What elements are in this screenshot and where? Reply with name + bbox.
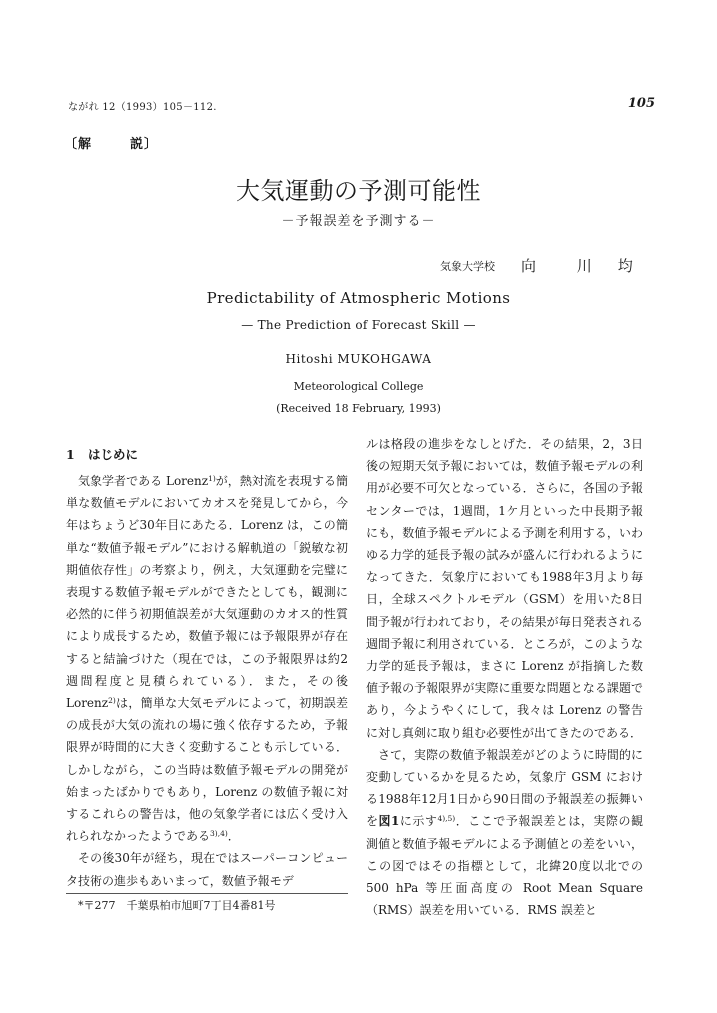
author-en: Hitoshi MUKOHGAWA [285,352,432,366]
text-run: が，熱対流を表現する簡単な数値モデルにおいてカオスを発見してから，今年はちょうど30年目にあたる．Lorenz は，この簡単な“数値予報モデル”における解軌道の「鋭敏な初期値依存性」の考察より，例え，大気運動を完璧に表現する数値予報モデルができたとしても，観測に必然的に伴う初期値誤差が大気運動のカオス的性質により成長するため，数値予報には予報限界が存在すると結論づけた（現在では，この予報限界は約2週間程度と見積られている）．また，その後 Lorenz [66,474,348,711]
article-type-tag [64,133,158,152]
subtitle-en: — The Prediction of Forecast Skill — [241,318,476,332]
page-number: 105 [627,96,655,111]
citation: 4),5) [437,814,456,824]
received-date: (Received 18 February, 1993) [276,402,441,415]
right-column [366,433,643,921]
text-run: さて，実際の数値予報誤差がどのように時間的に変動しているかを見るため，気象庁 GSM における1988年12月1日から90日間の予報誤差の振舞いを [366,747,643,829]
text-run: に示す [399,814,438,829]
subtitle-ja: －予報誤差を予測する－ [281,214,436,229]
citation: 3),4) [210,829,228,839]
footnote-rule [66,893,348,894]
title-ja: 大気運動の予測可能性 [236,177,481,205]
paragraph: その後30年が経ち，現在ではスーパーコンピュータ技術の進歩もあいまって，数値予報モデ [66,851,348,888]
author-family-name: 向 川 [521,257,610,275]
paragraph [366,744,643,922]
author-given-name: 均 [617,257,651,275]
title-en: Predictability of Atmospheric Motions [206,289,511,307]
paragraph [66,470,348,847]
left-column [66,470,348,892]
citation: 1) [208,474,216,483]
section-number: 1 [66,447,75,462]
text-run: は，簡単な大気モデルによって，初期誤差の成長が大気の流れの場に強く依存するため，予報限界が時間的に大きく変動することも示している．しかしながら，この当時は数値予報モデルの開発が始まったばかりでもあり，Lorenz の数値予報に対するこれらの警告は，他の気象学者には広く受け入れられなかったようである [66,696,348,844]
institution-en: Meteorological College [293,380,424,393]
running-header: ながれ 12（1993）105－112. [68,102,217,113]
section-title: はじめに [88,447,139,462]
figure-reference[interactable]: 図1 [378,814,400,829]
paragraph: ルは格段の進歩をなしとげた．その結果，2，3日後の短期天気予報においては，数値予報モデルの利用が必要不可欠となっている．さらに，各国の予報センターでは，1週間，1ケ月といった中長期予報にも，数値予報モデルによる予測を利用する，いわゆる力学的延長予報の試みが盛んに行われるようになってきた．気象庁においても1988年3月より毎日，全球スペクトルモデル（GSM）を用いた8日間予報が行われており，その結果が毎日発表される週間予報に利用されている．ところが，このような力学的延長予報は，まさに Lorenz が指摘した数値予報の予報限界が実際に重要な問題となる課題であり，今ようやくにして，我々は Lorenz の警告に対し真剣に取り組む必要性が出てきたのである． [366,437,643,740]
article-type-left: 〔解 [64,137,93,152]
author-ja [521,255,651,276]
affiliation-ja: 気象大学校 [440,260,495,273]
text-run: ． [227,829,240,844]
text-run: ．ここで予報誤差とは，実際の観測値と数値予報モデルによる予測値との差をいい，この図ではその指標として，北緯20度以北での 500 hPa 等圧面高度の Root Mean Square（RMS）誤差を用いている．RMS 誤差と [366,814,643,918]
text-run: 気象学者である Lorenz [78,474,209,488]
footnote-address: *〒277 千葉県柏市旭町7丁目4番81号 [78,899,276,912]
citation: 2) [108,696,116,706]
section-heading [66,445,138,463]
article-type-right: 説〕 [130,137,159,152]
